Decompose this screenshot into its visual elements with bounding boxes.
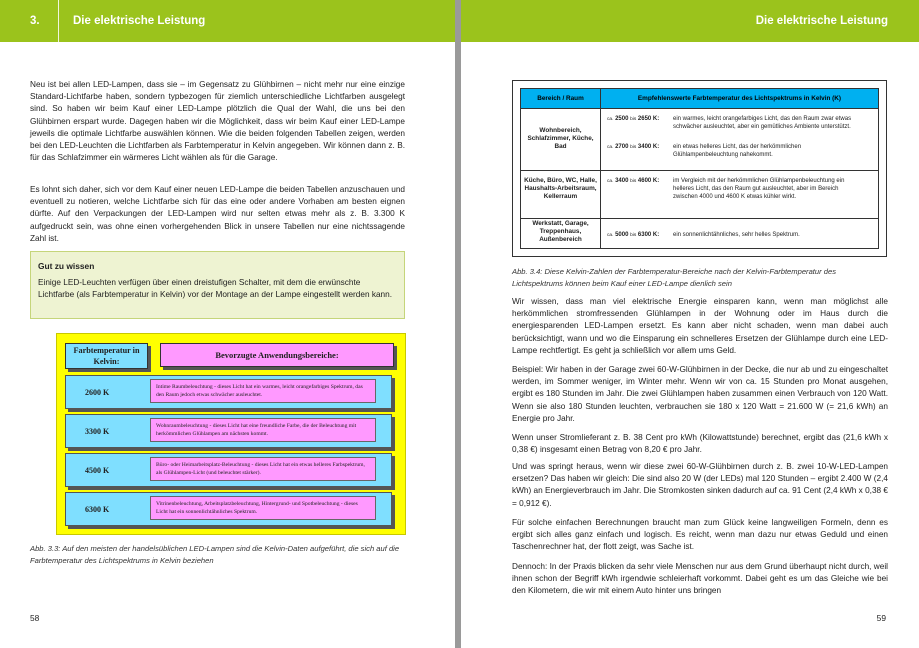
range-text: ein warmes, leicht orangefarbiges Licht, das den Raum zwar etwas schwächer ausleuchtet, aber ein gemütliches Ambiente unterstützt. bbox=[673, 116, 852, 130]
range-cell bbox=[601, 171, 878, 219]
range-entry: ca. 2500 bis 2650 K: bbox=[607, 116, 660, 122]
usage-description: Vitrinenbeleuchtung, Arbeitsplatzbeleuchtung, Hintergrund- und Spotbeleuchtung - dieses Licht hat ein sonnenlichtähnliches Spektrum. bbox=[150, 496, 376, 520]
range-text: ein etwas helleres Licht, das der herkömmlichen Glühlampenbeleuchtung nahekommt. bbox=[673, 144, 802, 158]
kelvin-range-table bbox=[512, 80, 887, 257]
range-cell bbox=[601, 219, 878, 252]
info-box-title: Gut zu wissen bbox=[38, 261, 95, 271]
page-header bbox=[0, 0, 455, 42]
range-cell bbox=[601, 109, 878, 171]
kelvin-value: 6300 K bbox=[85, 505, 110, 514]
table-row bbox=[521, 218, 878, 252]
table-row bbox=[521, 108, 878, 171]
area-label: Werkstatt, Garage, Treppenhaus, Außenbereich bbox=[532, 220, 589, 243]
kelvin-value: 3300 K bbox=[85, 427, 110, 436]
table-header-kelvin: Farbtemperatur in Kelvin: bbox=[65, 343, 148, 369]
range-text: ein sonnenlichtähnliches, sehr helles Spektrum. bbox=[673, 232, 800, 238]
left-page bbox=[0, 0, 455, 648]
info-box bbox=[30, 251, 405, 319]
paragraph: Für solche einfachen Berechnungen braucht man zum Glück keine langweiligen Formeln, denn es ergibt sich alles ganz einfach und logisch. Es reicht, wenn man dazu nur etwas Geduld und einen Taschenrechner hat, der flott zeigt, was Sache ist. bbox=[512, 518, 888, 552]
table-row bbox=[521, 170, 878, 219]
table-header-usage: Bevorzugte Anwendungsbereiche: bbox=[160, 343, 394, 367]
table-row bbox=[65, 492, 392, 526]
paragraph: Dennoch: In der Praxis blicken da sehr viele Menschen nur aus dem Grund überhaupt nicht durch, weil ihnen schon der Begriff kWh irgendwie schleierhaft vorkommt. Dabei geht es um das Gleiche wie bei den Kilometern, die wir mit einem Auto hinter uns bringen bbox=[512, 562, 888, 596]
table-row bbox=[65, 414, 392, 448]
column-header-area: Bereich / Raum bbox=[521, 89, 600, 108]
table-row bbox=[65, 375, 392, 409]
range-text: im Vergleich mit der herkömmlichen Glühlampenbeleuchtung ein helleres Licht, das den Raum gut ausleuchtet, aber im Bereich zwischen 4000 und 4600 K etwas kühler wirkt. bbox=[673, 178, 845, 200]
chapter-number: 3. bbox=[30, 15, 40, 27]
usage-description: Intime Raumbeleuchtung - dieses Licht hat ein warmes, leicht orangefarbiges Spektrum, das den Raum jedoch etwas schwächer ausleuchtet. bbox=[150, 379, 376, 403]
area-label: Küche, Büro, WC, Halle, Haushalts-Arbeitsraum, Kellerraum bbox=[524, 177, 597, 200]
range-entry: ca. 2700 bis 3400 K: bbox=[607, 144, 660, 150]
usage-description: Wohnraumbeleuchtung - dieses Licht hat eine freundliche Farbe, die der Beleuchtung mit herkömmlichen Glühlampen am nächsten kommt. bbox=[150, 418, 376, 442]
figure-caption: Abb. 3.4: Diese Kelvin-Zahlen der Farbtemperatur-Bereiche nach der Kelvin-Farbtemperatur des Lichtspektrums können beim Kauf einer LED-Lampe dienlich sein bbox=[512, 267, 837, 288]
paragraph: Es lohnt sich daher, sich vor dem Kauf einer neuen LED-Lampe die beiden Tabellen anzuschauen und eventuell zu notieren, welche Lichtfarbe sich für das eine oder andere Vorhaben am besten eignen dürfte. Auf den Verpackungen der LED-Lampen wird nur selten etwas mehr als z. B. 3.300 K aufgedruckt sein, was ohne einen vorhergehenden Blick in unsere Tabellen nur eine nichtssagende Zahl ist. bbox=[30, 185, 405, 243]
kelvin-table-graphic bbox=[56, 333, 406, 535]
usage-description: Büro- oder Heimarbeitsplatz-Beleuchtung - dieses Licht hat ein etwas helleres Farbspektrum, als Glühlampen-Licht (und beleuchtet stärker). bbox=[150, 457, 376, 481]
chapter-title: Die elektrische Leistung bbox=[73, 15, 206, 27]
table-row bbox=[65, 453, 392, 487]
table-frame bbox=[520, 88, 879, 249]
column-header-kelvin: Empfehlenswerte Farbtemperatur des Lichtspektrums in Kelvin (K) bbox=[601, 89, 878, 108]
right-page bbox=[461, 0, 919, 648]
area-label: Wohnbereich, Schlafzimmer, Küche, Bad bbox=[527, 127, 594, 150]
info-box-text: Einige LED-Leuchten verfügen über einen dreistufigen Schalter, mit dem die erwünschte Lichtfarbe (als Farbtemperatur in Kelvin) vor der Montage an der Lampe eingestellt werden kann. bbox=[38, 278, 393, 299]
page-number: 59 bbox=[876, 613, 886, 623]
page-number: 58 bbox=[30, 613, 40, 623]
paragraph: Beispiel: Wir haben in der Garage zwei 60-W-Glühbirnen in der Decke, die nur ab und zu eingeschaltet werden, im Sommer weniger, im Winter mehr. Wenn wir von ca. 15 Stunden pro Monat ausgehen, ergibt es 180 Stunden im Jahr. Die zwei Glühlampen haben zusammen einen Verbrauch von 120 Watt. Wenn sie also 180 Stunden leuchten, verbrauchen sie 180 x 120 Watt = 21.600 W (= 21,6 kWh) an Energie pro Jahr. bbox=[512, 365, 888, 423]
header-divider bbox=[58, 0, 59, 42]
paragraph: Wenn unser Stromlieferant z. B. 38 Cent pro kWh (Kilowattstunde) berechnet, ergibt das (21,6 kWh x 0,38 €) insgesamt einen Betrag von 8,20 € pro Jahr. bbox=[512, 433, 888, 455]
range-entry: ca. 3400 bis 4600 K: bbox=[607, 178, 660, 184]
chapter-title: Die elektrische Leistung bbox=[755, 15, 888, 27]
range-entry: ca. 5000 bis 6300 K: bbox=[607, 232, 660, 238]
kelvin-value: 4500 K bbox=[85, 466, 110, 475]
figure-caption: Abb. 3.3: Auf den meisten der handelsüblichen LED-Lampen sind die Kelvin-Daten aufgeführt, die sich auf die Farbtemperatur des Lichtspektrums in Kelvin beziehen bbox=[30, 544, 400, 565]
paragraph: Und was springt heraus, wenn wir diese zwei 60-W-Glühbirnen durch z. B. zwei 10-W-LED-Lampen ersetzen? Das haben wir gleich: Die sind also 20 W (der LEDs) mal 120 Stunden – ergibt 2.400 W (2,4 kWh) an Energieverbrauch im Jahr. Die Stromkosten sinken dadurch auf ca. 91 Cent (2,4 kWh x 0,38 € = 0,912 €). bbox=[512, 462, 889, 508]
paragraph: Wir wissen, dass man viel elektrische Energie einsparen kann, wenn man möglichst alle herkömmlichen stromfressenden Glühlampen in der Wohnung oder im Haus durch die energiesparenden LED-Lampen ersetzt. Es kann aber nicht schaden, wenn man dabei auch berücksichtigt, wann und wo die Einsparung ein schnelleres Ersetzen der Glühlampe durch eine LED-Lampe rechtfertigt. Es geht ja schließlich vor allem ums Geld. bbox=[512, 297, 888, 355]
kelvin-value: 2600 K bbox=[85, 388, 110, 397]
page-header bbox=[461, 0, 919, 42]
paragraph: Neu ist bei allen LED-Lampen, dass sie – im Gegensatz zu Glühbirnen – nicht mehr nur eine einzige Standard-Lichtfarbe haben, sondern typbezogen für ziemlich unterschiedliche Lichtfarben ausgelegt sind. So haben wir beim Kauf einer LED-Lampe plötzlich die Qual der Wahl, die uns bei den Glühbirnen erspart wurde. Dagegen haben wir die Möglichkeit, dass wir beim Kauf einer LED-Lampe jeweils die optimale Lichtfarbe auswählen können. Wie die beiden folgenden Tabellen zeigen, werden bei den LED-Leuchten die Lichtfarben als Farbtemperatur in Kelvin angegeben. Wir können dann z. B. für das Schlafzimmer ein wärmeres Licht wählen als für die Garage. bbox=[30, 80, 405, 163]
